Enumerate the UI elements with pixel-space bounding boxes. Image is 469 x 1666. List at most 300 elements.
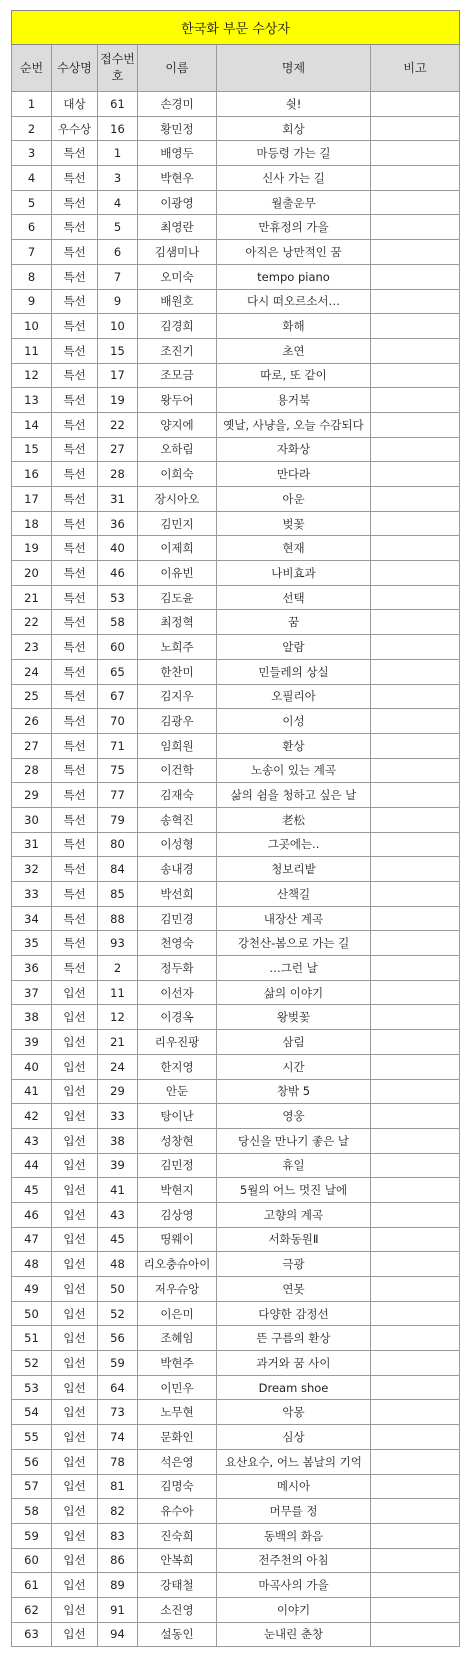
cell-name: 임희원 bbox=[138, 733, 217, 758]
cell-award: 특선 bbox=[52, 956, 98, 981]
cell-award: 특선 bbox=[52, 462, 98, 487]
cell-remarks bbox=[371, 758, 460, 783]
cell-remarks bbox=[371, 1153, 460, 1178]
header-row bbox=[12, 45, 460, 92]
cell-award: 입선 bbox=[52, 1449, 98, 1474]
cell-remarks bbox=[371, 1277, 460, 1302]
cell-entry-number: 52 bbox=[98, 1301, 138, 1326]
cell-title: 삶의 이야기 bbox=[217, 980, 371, 1005]
table-row bbox=[12, 1079, 460, 1104]
table-row bbox=[12, 1499, 460, 1524]
cell-remarks bbox=[371, 980, 460, 1005]
column-header-number: 순번 bbox=[12, 45, 52, 92]
cell-title: 화해 bbox=[217, 314, 371, 339]
cell-award: 특선 bbox=[52, 215, 98, 240]
cell-entry-number: 56 bbox=[98, 1326, 138, 1351]
cell-remarks bbox=[371, 1054, 460, 1079]
cell-name: 송내경 bbox=[138, 857, 217, 882]
cell-name: 정두화 bbox=[138, 956, 217, 981]
table-row bbox=[12, 215, 460, 240]
cell-entry-number: 12 bbox=[98, 1005, 138, 1030]
cell-award: 입선 bbox=[52, 1523, 98, 1548]
cell-number: 49 bbox=[12, 1277, 52, 1302]
cell-entry-number: 39 bbox=[98, 1153, 138, 1178]
cell-entry-number: 78 bbox=[98, 1449, 138, 1474]
cell-award: 특선 bbox=[52, 190, 98, 215]
table-row bbox=[12, 659, 460, 684]
cell-award: 특선 bbox=[52, 536, 98, 561]
cell-name: 이선자 bbox=[138, 980, 217, 1005]
cell-remarks bbox=[371, 931, 460, 956]
cell-name: 양지에 bbox=[138, 412, 217, 437]
cell-award: 입선 bbox=[52, 1622, 98, 1647]
cell-award: 특선 bbox=[52, 314, 98, 339]
cell-award: 입선 bbox=[52, 1425, 98, 1450]
cell-entry-number: 45 bbox=[98, 1227, 138, 1252]
table-row bbox=[12, 931, 460, 956]
cell-remarks bbox=[371, 338, 460, 363]
table-row bbox=[12, 1573, 460, 1598]
cell-title: 청보리밭 bbox=[217, 857, 371, 882]
cell-name: 리우진팡 bbox=[138, 1030, 217, 1055]
table-row bbox=[12, 1054, 460, 1079]
cell-award: 입선 bbox=[52, 1252, 98, 1277]
cell-entry-number: 59 bbox=[98, 1351, 138, 1376]
cell-title: tempo piano bbox=[217, 264, 371, 289]
cell-award: 특선 bbox=[52, 684, 98, 709]
cell-entry-number: 50 bbox=[98, 1277, 138, 1302]
cell-award: 특선 bbox=[52, 264, 98, 289]
cell-number: 5 bbox=[12, 190, 52, 215]
cell-number: 54 bbox=[12, 1400, 52, 1425]
cell-remarks bbox=[371, 733, 460, 758]
cell-title: 뜬 구름의 환상 bbox=[217, 1326, 371, 1351]
table-row bbox=[12, 338, 460, 363]
table-row bbox=[12, 1449, 460, 1474]
cell-entry-number: 27 bbox=[98, 437, 138, 462]
cell-number: 38 bbox=[12, 1005, 52, 1030]
cell-number: 58 bbox=[12, 1499, 52, 1524]
cell-name: 강태철 bbox=[138, 1573, 217, 1598]
cell-remarks bbox=[371, 1425, 460, 1450]
cell-name: 이제희 bbox=[138, 536, 217, 561]
cell-title: 아운 bbox=[217, 487, 371, 512]
cell-title: 고향의 계곡 bbox=[217, 1202, 371, 1227]
cell-remarks bbox=[371, 166, 460, 191]
cell-name: 황민정 bbox=[138, 116, 217, 141]
cell-entry-number: 83 bbox=[98, 1523, 138, 1548]
cell-number: 18 bbox=[12, 511, 52, 536]
cell-number: 35 bbox=[12, 931, 52, 956]
cell-award: 입선 bbox=[52, 1400, 98, 1425]
cell-title: 자화상 bbox=[217, 437, 371, 462]
cell-number: 59 bbox=[12, 1523, 52, 1548]
cell-title: 시간 bbox=[217, 1054, 371, 1079]
cell-award: 입선 bbox=[52, 1128, 98, 1153]
table-row bbox=[12, 709, 460, 734]
cell-entry-number: 1 bbox=[98, 141, 138, 166]
cell-name: 박현지 bbox=[138, 1178, 217, 1203]
cell-title: 눈내린 춘창 bbox=[217, 1622, 371, 1647]
cell-award: 입선 bbox=[52, 1301, 98, 1326]
column-header-award: 수상명 bbox=[52, 45, 98, 92]
cell-title: 극광 bbox=[217, 1252, 371, 1277]
cell-title: 초연 bbox=[217, 338, 371, 363]
cell-remarks bbox=[371, 388, 460, 413]
cell-title: 오필리아 bbox=[217, 684, 371, 709]
title-row bbox=[12, 11, 460, 45]
cell-title: 환상 bbox=[217, 733, 371, 758]
cell-award: 입선 bbox=[52, 1277, 98, 1302]
cell-award: 입선 bbox=[52, 1030, 98, 1055]
cell-number: 1 bbox=[12, 92, 52, 117]
cell-number: 4 bbox=[12, 166, 52, 191]
table-row bbox=[12, 733, 460, 758]
cell-title: 만다라 bbox=[217, 462, 371, 487]
cell-remarks bbox=[371, 709, 460, 734]
cell-remarks bbox=[371, 141, 460, 166]
cell-award: 입선 bbox=[52, 1054, 98, 1079]
cell-award: 입선 bbox=[52, 1474, 98, 1499]
table-row bbox=[12, 783, 460, 808]
cell-number: 16 bbox=[12, 462, 52, 487]
cell-number: 47 bbox=[12, 1227, 52, 1252]
cell-entry-number: 46 bbox=[98, 561, 138, 586]
cell-title: 이성 bbox=[217, 709, 371, 734]
cell-award: 특선 bbox=[52, 166, 98, 191]
table-row bbox=[12, 610, 460, 635]
table-row bbox=[12, 1400, 460, 1425]
table-row bbox=[12, 536, 460, 561]
cell-number: 51 bbox=[12, 1326, 52, 1351]
cell-award: 우수상 bbox=[52, 116, 98, 141]
cell-award: 입선 bbox=[52, 1375, 98, 1400]
cell-number: 44 bbox=[12, 1153, 52, 1178]
cell-award: 특선 bbox=[52, 758, 98, 783]
cell-title: 쉿! bbox=[217, 92, 371, 117]
cell-number: 23 bbox=[12, 635, 52, 660]
cell-number: 46 bbox=[12, 1202, 52, 1227]
cell-entry-number: 36 bbox=[98, 511, 138, 536]
table-row bbox=[12, 190, 460, 215]
table-row bbox=[12, 857, 460, 882]
cell-award: 입선 bbox=[52, 1597, 98, 1622]
cell-name: 안둔 bbox=[138, 1079, 217, 1104]
cell-number: 53 bbox=[12, 1375, 52, 1400]
cell-title: 민들레의 상실 bbox=[217, 659, 371, 684]
table-row bbox=[12, 141, 460, 166]
cell-name: 최정혁 bbox=[138, 610, 217, 635]
cell-number: 37 bbox=[12, 980, 52, 1005]
cell-name: 이은미 bbox=[138, 1301, 217, 1326]
table-row bbox=[12, 1351, 460, 1376]
cell-number: 36 bbox=[12, 956, 52, 981]
cell-number: 56 bbox=[12, 1449, 52, 1474]
cell-number: 61 bbox=[12, 1573, 52, 1598]
cell-remarks bbox=[371, 1351, 460, 1376]
cell-entry-number: 64 bbox=[98, 1375, 138, 1400]
cell-name: 김민정 bbox=[138, 1153, 217, 1178]
cell-name: 한지영 bbox=[138, 1054, 217, 1079]
cell-award: 특선 bbox=[52, 388, 98, 413]
cell-award: 특선 bbox=[52, 338, 98, 363]
table-row bbox=[12, 561, 460, 586]
cell-number: 57 bbox=[12, 1474, 52, 1499]
cell-name: 노무현 bbox=[138, 1400, 217, 1425]
cell-title: 회상 bbox=[217, 116, 371, 141]
table-row bbox=[12, 1005, 460, 1030]
cell-number: 33 bbox=[12, 882, 52, 907]
cell-remarks bbox=[371, 1499, 460, 1524]
cell-award: 특선 bbox=[52, 585, 98, 610]
cell-remarks bbox=[371, 190, 460, 215]
cell-remarks bbox=[371, 1474, 460, 1499]
cell-number: 39 bbox=[12, 1030, 52, 1055]
table-row bbox=[12, 585, 460, 610]
cell-name: 이건학 bbox=[138, 758, 217, 783]
table-row bbox=[12, 116, 460, 141]
cell-entry-number: 15 bbox=[98, 338, 138, 363]
cell-remarks bbox=[371, 412, 460, 437]
cell-number: 48 bbox=[12, 1252, 52, 1277]
cell-name: 김민경 bbox=[138, 906, 217, 931]
cell-award: 특선 bbox=[52, 511, 98, 536]
cell-remarks bbox=[371, 906, 460, 931]
cell-entry-number: 81 bbox=[98, 1474, 138, 1499]
cell-title: 현재 bbox=[217, 536, 371, 561]
cell-entry-number: 6 bbox=[98, 240, 138, 265]
cell-name: 설동인 bbox=[138, 1622, 217, 1647]
table-row bbox=[12, 363, 460, 388]
cell-name: 조모금 bbox=[138, 363, 217, 388]
table-row bbox=[12, 240, 460, 265]
table-row bbox=[12, 1030, 460, 1055]
cell-title: Dream shoe bbox=[217, 1375, 371, 1400]
cell-remarks bbox=[371, 536, 460, 561]
cell-award: 입선 bbox=[52, 1005, 98, 1030]
awards-table-container bbox=[11, 10, 459, 1647]
table-row bbox=[12, 1597, 460, 1622]
cell-title: 요산요수, 어느 봄날의 기억 bbox=[217, 1449, 371, 1474]
cell-title: 전주천의 아침 bbox=[217, 1548, 371, 1573]
cell-title: 다시 떠오르소서… bbox=[217, 289, 371, 314]
cell-award: 특선 bbox=[52, 783, 98, 808]
cell-number: 9 bbox=[12, 289, 52, 314]
cell-number: 24 bbox=[12, 659, 52, 684]
cell-title: 당신을 만나기 좋은 날 bbox=[217, 1128, 371, 1153]
cell-entry-number: 70 bbox=[98, 709, 138, 734]
cell-name: 김지우 bbox=[138, 684, 217, 709]
column-header-name: 이름 bbox=[138, 45, 217, 92]
cell-name: 오미숙 bbox=[138, 264, 217, 289]
table-row bbox=[12, 412, 460, 437]
cell-name: 김재숙 bbox=[138, 783, 217, 808]
cell-award: 입선 bbox=[52, 1499, 98, 1524]
table-row bbox=[12, 1301, 460, 1326]
cell-name: 탕이난 bbox=[138, 1104, 217, 1129]
cell-number: 12 bbox=[12, 363, 52, 388]
cell-title: 메시아 bbox=[217, 1474, 371, 1499]
cell-name: 장시아오 bbox=[138, 487, 217, 512]
table-row bbox=[12, 832, 460, 857]
cell-number: 14 bbox=[12, 412, 52, 437]
awards-table bbox=[11, 10, 460, 1647]
cell-award: 입선 bbox=[52, 980, 98, 1005]
cell-remarks bbox=[371, 882, 460, 907]
table-row bbox=[12, 462, 460, 487]
cell-title: 악몽 bbox=[217, 1400, 371, 1425]
cell-number: 27 bbox=[12, 733, 52, 758]
cell-name: 김광우 bbox=[138, 709, 217, 734]
cell-name: 띵웨이 bbox=[138, 1227, 217, 1252]
table-row bbox=[12, 511, 460, 536]
cell-remarks bbox=[371, 561, 460, 586]
cell-number: 28 bbox=[12, 758, 52, 783]
cell-entry-number: 89 bbox=[98, 1573, 138, 1598]
cell-name: 김상영 bbox=[138, 1202, 217, 1227]
cell-number: 30 bbox=[12, 807, 52, 832]
cell-name: 이유빈 bbox=[138, 561, 217, 586]
cell-remarks bbox=[371, 857, 460, 882]
cell-title: 연못 bbox=[217, 1277, 371, 1302]
cell-remarks bbox=[371, 264, 460, 289]
cell-number: 15 bbox=[12, 437, 52, 462]
cell-name: 김민지 bbox=[138, 511, 217, 536]
cell-title: 꿈 bbox=[217, 610, 371, 635]
table-row bbox=[12, 1523, 460, 1548]
cell-entry-number: 53 bbox=[98, 585, 138, 610]
cell-award: 입선 bbox=[52, 1104, 98, 1129]
table-row bbox=[12, 684, 460, 709]
cell-number: 32 bbox=[12, 857, 52, 882]
cell-award: 특선 bbox=[52, 610, 98, 635]
cell-title: 휴일 bbox=[217, 1153, 371, 1178]
cell-award: 입선 bbox=[52, 1227, 98, 1252]
table-row bbox=[12, 437, 460, 462]
cell-entry-number: 84 bbox=[98, 857, 138, 882]
cell-name: 손경미 bbox=[138, 92, 217, 117]
cell-title: 신사 가는 길 bbox=[217, 166, 371, 191]
cell-remarks bbox=[371, 462, 460, 487]
cell-name: 유수아 bbox=[138, 1499, 217, 1524]
cell-number: 34 bbox=[12, 906, 52, 931]
cell-title: 영웅 bbox=[217, 1104, 371, 1129]
cell-entry-number: 2 bbox=[98, 956, 138, 981]
cell-award: 입선 bbox=[52, 1351, 98, 1376]
column-header-remarks: 비고 bbox=[371, 45, 460, 92]
cell-remarks bbox=[371, 1005, 460, 1030]
cell-number: 45 bbox=[12, 1178, 52, 1203]
cell-entry-number: 67 bbox=[98, 684, 138, 709]
cell-award: 대상 bbox=[52, 92, 98, 117]
cell-title: 강천산-봄으로 가는 길 bbox=[217, 931, 371, 956]
cell-name: 이성형 bbox=[138, 832, 217, 857]
table-body bbox=[12, 92, 460, 1647]
column-header-title: 명제 bbox=[217, 45, 371, 92]
cell-award: 입선 bbox=[52, 1326, 98, 1351]
cell-title: 심상 bbox=[217, 1425, 371, 1450]
cell-number: 22 bbox=[12, 610, 52, 635]
cell-number: 60 bbox=[12, 1548, 52, 1573]
cell-title: 서화동원Ⅱ bbox=[217, 1227, 371, 1252]
cell-entry-number: 80 bbox=[98, 832, 138, 857]
cell-number: 55 bbox=[12, 1425, 52, 1450]
cell-title: 삼림 bbox=[217, 1030, 371, 1055]
cell-remarks bbox=[371, 684, 460, 709]
cell-title: 5월의 어느 멋진 날에 bbox=[217, 1178, 371, 1203]
cell-entry-number: 40 bbox=[98, 536, 138, 561]
table-row bbox=[12, 882, 460, 907]
table-row bbox=[12, 487, 460, 512]
cell-number: 19 bbox=[12, 536, 52, 561]
cell-title: 왕벚꽃 bbox=[217, 1005, 371, 1030]
table-row bbox=[12, 635, 460, 660]
cell-entry-number: 9 bbox=[98, 289, 138, 314]
cell-entry-number: 77 bbox=[98, 783, 138, 808]
cell-entry-number: 29 bbox=[98, 1079, 138, 1104]
cell-award: 특선 bbox=[52, 240, 98, 265]
cell-title: 만휴정의 가을 bbox=[217, 215, 371, 240]
cell-entry-number: 75 bbox=[98, 758, 138, 783]
table-row bbox=[12, 1202, 460, 1227]
cell-remarks bbox=[371, 610, 460, 635]
cell-name: 왕두어 bbox=[138, 388, 217, 413]
cell-remarks bbox=[371, 1252, 460, 1277]
cell-name: 김도윤 bbox=[138, 585, 217, 610]
cell-award: 특선 bbox=[52, 931, 98, 956]
cell-remarks bbox=[371, 92, 460, 117]
cell-entry-number: 16 bbox=[98, 116, 138, 141]
cell-entry-number: 41 bbox=[98, 1178, 138, 1203]
cell-title: 아직은 낭만적인 꿈 bbox=[217, 240, 371, 265]
table-row bbox=[12, 1622, 460, 1647]
table-row bbox=[12, 1128, 460, 1153]
cell-award: 특선 bbox=[52, 437, 98, 462]
cell-entry-number: 38 bbox=[98, 1128, 138, 1153]
cell-remarks bbox=[371, 1079, 460, 1104]
table-row bbox=[12, 906, 460, 931]
cell-title: 머무를 정 bbox=[217, 1499, 371, 1524]
cell-remarks bbox=[371, 511, 460, 536]
cell-remarks bbox=[371, 1104, 460, 1129]
cell-remarks bbox=[371, 635, 460, 660]
table-row bbox=[12, 314, 460, 339]
cell-entry-number: 61 bbox=[98, 92, 138, 117]
cell-number: 40 bbox=[12, 1054, 52, 1079]
cell-name: 이민우 bbox=[138, 1375, 217, 1400]
cell-title: 산책길 bbox=[217, 882, 371, 907]
cell-entry-number: 43 bbox=[98, 1202, 138, 1227]
cell-name: 리오충슈아이 bbox=[138, 1252, 217, 1277]
cell-title: 이야기 bbox=[217, 1597, 371, 1622]
cell-entry-number: 22 bbox=[98, 412, 138, 437]
cell-entry-number: 82 bbox=[98, 1499, 138, 1524]
cell-name: 한찬미 bbox=[138, 659, 217, 684]
cell-award: 입선 bbox=[52, 1178, 98, 1203]
cell-entry-number: 3 bbox=[98, 166, 138, 191]
cell-name: 석은영 bbox=[138, 1449, 217, 1474]
cell-name: 최영란 bbox=[138, 215, 217, 240]
table-row bbox=[12, 1178, 460, 1203]
cell-title: 벚꽃 bbox=[217, 511, 371, 536]
cell-title: 월출운무 bbox=[217, 190, 371, 215]
cell-entry-number: 48 bbox=[98, 1252, 138, 1277]
cell-name: 소진영 bbox=[138, 1597, 217, 1622]
cell-remarks bbox=[371, 1622, 460, 1647]
cell-award: 특선 bbox=[52, 882, 98, 907]
cell-number: 3 bbox=[12, 141, 52, 166]
cell-award: 특선 bbox=[52, 857, 98, 882]
